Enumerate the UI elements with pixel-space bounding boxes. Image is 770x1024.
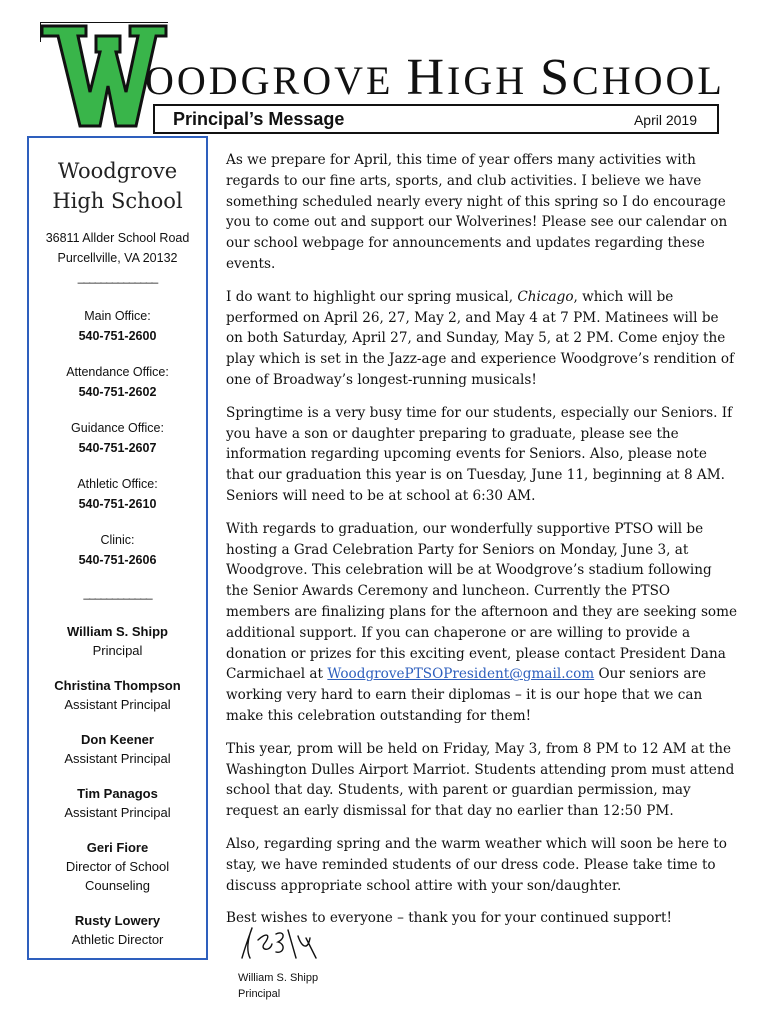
banner-date: April 2019	[633, 112, 697, 128]
staff-name: Tim Panagos	[77, 786, 158, 801]
signature-title: Principal	[238, 988, 281, 1000]
address-line2: Purcellville, VA 20132	[57, 251, 178, 265]
title-part: IGH	[447, 58, 541, 103]
staff-principal	[29, 622, 206, 660]
paragraph	[226, 519, 738, 727]
divider: ____________	[83, 586, 152, 600]
staff-role: Principal	[92, 643, 143, 658]
title-part: OODGROVE	[145, 58, 407, 103]
musical-title: Chicago	[517, 288, 574, 305]
staff-role: Assistant Principal	[64, 751, 171, 766]
title-part: CHOOL	[572, 58, 725, 103]
staff-name: Don Keener	[81, 732, 154, 747]
paragraph: As we prepare for April, this time of year offers many activities with regards to our fine arts, sports, and club activities. I believe we have something scheduled nearly every night of this spring so I do encourage you to come out and support our Wolverines! Please see our calendar on our school webpage for announcements and updates regarding these events.	[226, 152, 728, 272]
ptso-email-link[interactable]: WoodgrovePTSOPresident@gmail.com	[327, 666, 595, 683]
paragraph: Best wishes to everyone – thank you for your continued support!	[226, 910, 672, 927]
office-label: Guidance Office:	[71, 421, 164, 435]
staff-counseling	[29, 838, 206, 895]
office-phone: 540-751-2600	[78, 329, 157, 343]
staff-name: Christina Thompson	[54, 678, 181, 693]
staff-name: Geri Fiore	[86, 840, 149, 855]
office-phone: 540-751-2606	[78, 553, 157, 567]
office-main	[29, 306, 206, 346]
office-guidance	[29, 418, 206, 458]
staff-athletic	[29, 911, 206, 949]
office-label: Main Office:	[84, 309, 151, 323]
signature-scribble	[236, 924, 326, 969]
office-attendance	[29, 362, 206, 402]
staff-name: William S. Shipp	[66, 624, 168, 639]
text-run: , which will be performed on April 26, 27, May 2, and May 4 at 7 PM. Matinees will be on both Saturday, April 27, and Sunday, May 5, at 2 PM. Come enjoy the play which is set in the Jazz-age and experience Woodgrove’s rendition of one of Broadway’s longest-running musicals!	[226, 288, 735, 388]
school-name-line2: High School	[52, 189, 183, 213]
office-label: Clinic:	[100, 533, 135, 547]
signature-name: William S. Shipp	[238, 972, 319, 984]
address	[29, 228, 206, 268]
title-h: H	[406, 49, 447, 106]
office-phone: 540-751-2607	[78, 441, 157, 455]
office-phone: 540-751-2602	[78, 385, 157, 399]
text-run: With regards to graduation, our wonderfully supportive PTSO will be hosting a Grad Celebration Party for Seniors on Monday, June 3, at Woodgrove. This celebration will be at Woodgrove’s stadium following the Senior Awards Ceremony and luncheon. Currently the PTSO members are finalizing plans for the afternoon and they are seeking some additional support. If you can chaperone or are willing to provide a donation or prizes for this exciting event, please contact President Dana Carmichael at	[226, 520, 738, 683]
contact-sidebar	[27, 136, 208, 960]
title-s: S	[540, 49, 573, 106]
sidebar-school-name	[29, 156, 206, 216]
message-banner	[153, 104, 719, 134]
office-clinic	[29, 530, 206, 570]
address-line1: 36811 Allder School Road	[45, 231, 190, 245]
school-title	[145, 48, 725, 107]
paragraph	[226, 287, 738, 391]
office-athletic	[29, 474, 206, 514]
text-run: Our seniors are working very hard to earn their diplomas – it is our hope that we can make this celebration outstanding for them!	[226, 666, 706, 724]
banner-title: Principal’s Message	[173, 109, 345, 129]
staff-role: Athletic Director	[71, 932, 164, 947]
staff-role: Director of School	[65, 859, 170, 874]
signature-block	[238, 970, 318, 1002]
office-label: Attendance Office:	[66, 365, 169, 379]
text-run: I do want to highlight our spring musical,	[226, 288, 518, 305]
staff-ap2	[29, 730, 206, 768]
paragraph: Also, regarding spring and the warm weather which will soon be here to stay, we have reminded students of our dress code. Please take time to discuss appropriate school attire with your son/daughter.	[226, 835, 727, 894]
office-phone: 540-751-2610	[78, 497, 157, 511]
staff-role: Assistant Principal	[64, 697, 171, 712]
letter-body	[226, 150, 738, 941]
staff-ap1	[29, 676, 206, 714]
staff-name: Rusty Lowery	[74, 913, 161, 928]
paragraph: This year, prom will be held on Friday, May 3, from 8 PM to 12 AM at the Washington Dulles Airport Marriot. Students attending prom must attend school that day. Students, with parent or guardian permission, may request an early dismissal for that day no earlier than 12:50 PM.	[226, 740, 735, 820]
divider: ______________	[77, 270, 158, 284]
paragraph: Springtime is a very busy time for our students, especially our Seniors. If you have a son or daughter preparing to graduate, please see the information regarding upcoming events for Seniors. Also, please note that our graduation this year is on Tuesday, June 11, beginning at 8 AM. Seniors will need to be at school at 6:30 AM.	[226, 404, 733, 504]
staff-ap3	[29, 784, 206, 822]
staff-role: Assistant Principal	[64, 805, 171, 820]
staff-role: Counseling	[84, 878, 151, 893]
school-name-line1: Woodgrove	[57, 159, 178, 183]
office-label: Athletic Office:	[77, 477, 158, 491]
